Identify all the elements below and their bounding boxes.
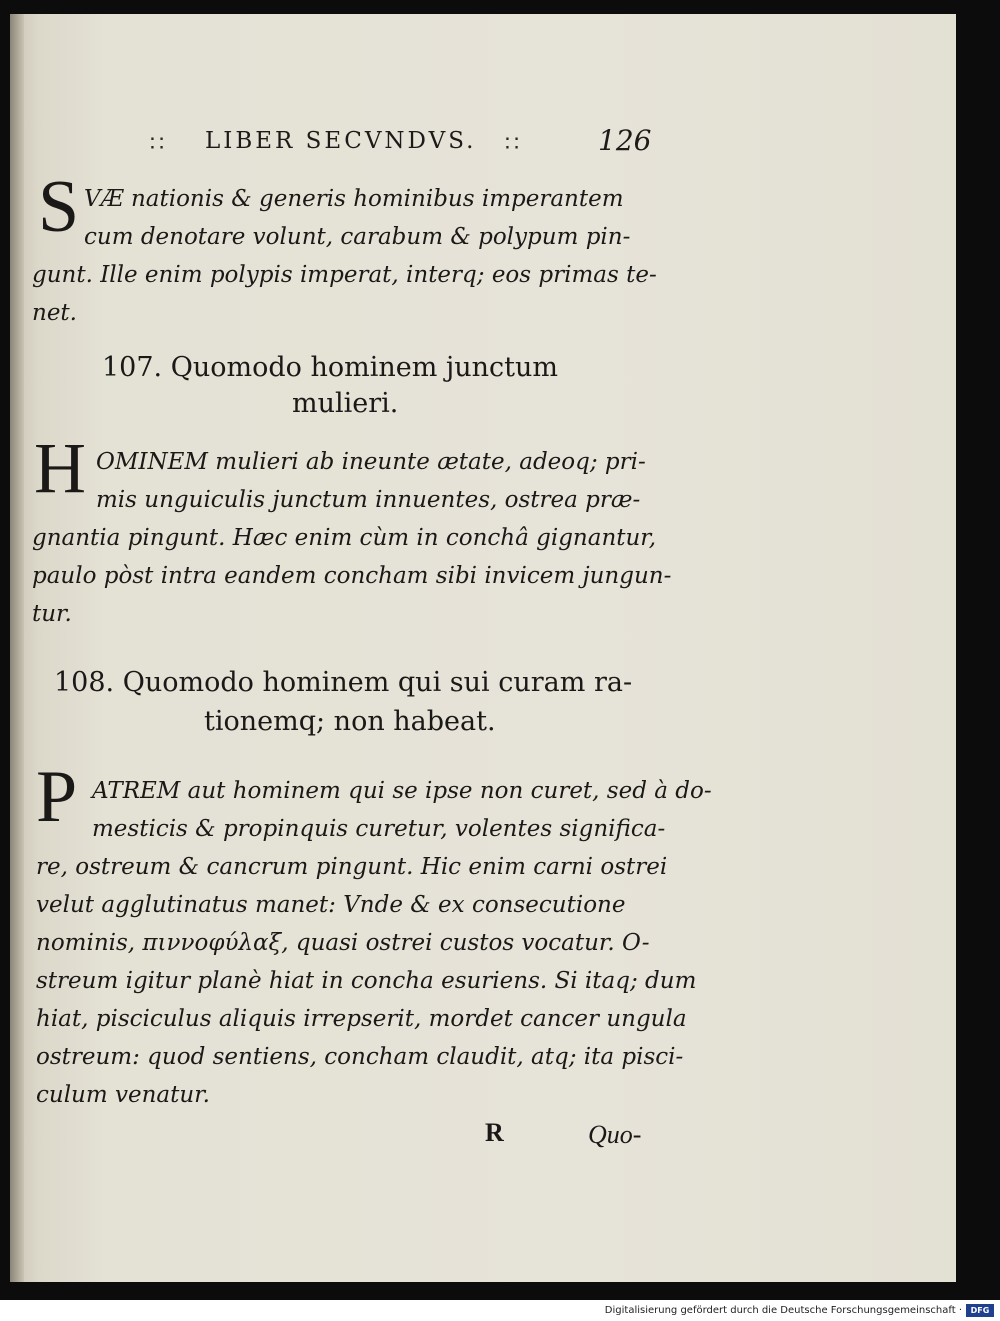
heading-108-line-2: tionemq; non habeat.: [204, 706, 496, 737]
page-number: 126: [598, 124, 652, 157]
running-head-left-ornament: ∷: [150, 132, 165, 157]
heading-107-line-2: mulieri.: [292, 388, 399, 419]
paragraph-108-line-3: re, ostreum & cancrum pingunt. Hic enim carni ostrei: [36, 854, 668, 880]
paragraph-108-line-8: ostreum: quod sentiens, concham claudit, atq; ita pisci-: [36, 1044, 684, 1070]
paragraph-107-line-5: tur.: [32, 601, 72, 627]
paragraph-108-line-6: streum igitur planè hiat in concha esuriens. Si itaq; dum: [36, 968, 697, 994]
paragraph-108-line-1: ATREM aut hominem qui se ipse non curet, sed à do-: [92, 778, 712, 804]
paragraph-108-line-2: mesticis & propinquis curetur, volentes significa-: [92, 816, 666, 842]
paragraph-intro-line-2: cum denotare volunt, carabum & polypum pin-: [84, 224, 631, 250]
paragraph-107-line-1: OMINEM mulieri ab ineunte ætate, adeoq; pri-: [96, 449, 646, 475]
paragraph-intro-line-1: VÆ nationis & generis hominibus imperantem: [84, 186, 624, 212]
paragraph-108-line-7: hiat, pisciculus aliquis irrepserit, mordet cancer ungula: [36, 1006, 687, 1032]
paragraph-108-line-5: nominis, πιννοφύλαξ, quasi ostrei custos vocatur. O-: [36, 930, 650, 956]
digitization-footer: [0, 1300, 1000, 1321]
paragraph-107-line-2: mis unguiculis junctum innuentes, ostrea præ-: [96, 487, 641, 513]
paragraph-intro-line-3: gunt. Ille enim polypis imperat, interq; eos primas te-: [32, 262, 657, 288]
paragraph-107-line-3: gnantia pingunt. Hæc enim cùm in conchâ gignantur,: [32, 525, 657, 551]
paragraph-intro-line-4: net.: [32, 300, 77, 326]
footer-credit: Digitalisierung gefördert durch die Deutsche Forschungsgemeinschaft ·: [604, 1305, 962, 1316]
dfg-logo: DFG: [966, 1304, 994, 1317]
drop-initial-s: S: [38, 166, 80, 248]
signature-mark: R: [485, 1118, 504, 1147]
heading-107-line-1: 107. Quomodo hominem junctum: [102, 352, 559, 383]
running-head-title: LIBER SECVNDVS.: [205, 128, 477, 154]
paragraph-108-line-4: velut agglutinatus manet: Vnde & ex consecutione: [36, 892, 626, 918]
paragraph-108-line-9: culum venatur.: [36, 1082, 210, 1108]
heading-108-line-1: 108. Quomodo hominem qui sui curam ra-: [54, 667, 633, 698]
drop-initial-p: P: [36, 756, 78, 838]
paragraph-107-line-4: paulo pòst intra eandem concham sibi invicem jungun-: [32, 563, 672, 589]
page-spine-shadow: [10, 14, 24, 1282]
drop-initial-h: H: [34, 428, 86, 508]
catchword: Quo-: [588, 1120, 642, 1149]
running-head-right-ornament: ∷: [505, 132, 519, 157]
